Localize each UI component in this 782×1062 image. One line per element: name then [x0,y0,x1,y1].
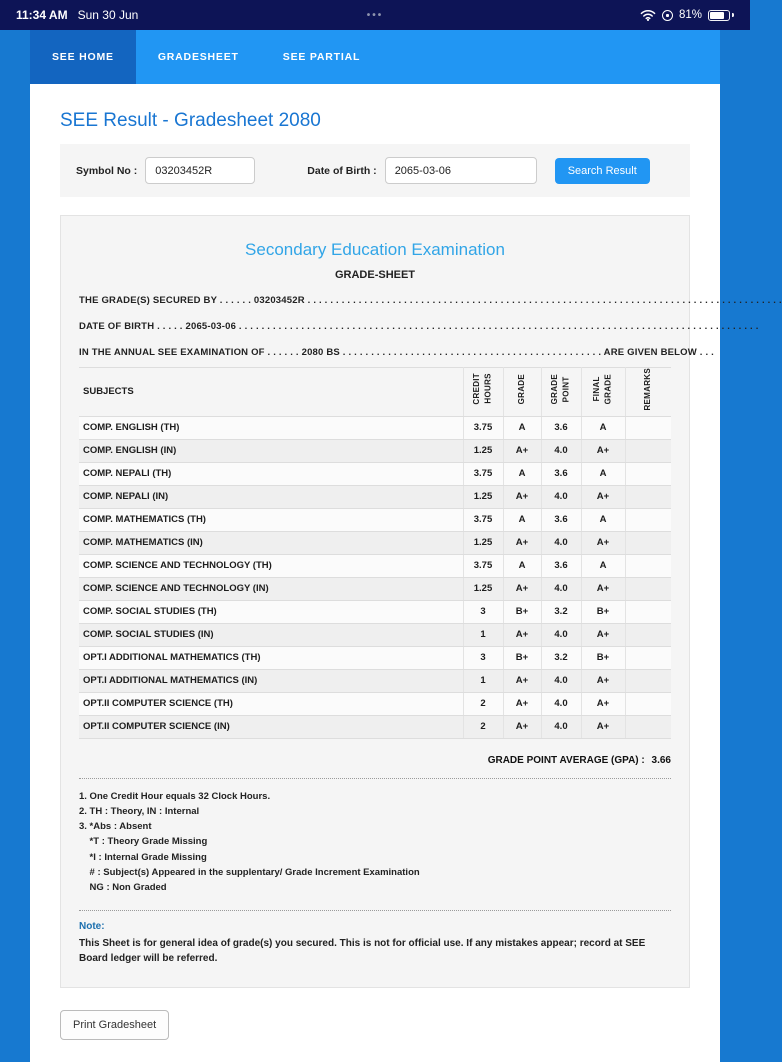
header-grade: GRADE [503,368,541,417]
point-cell: 3.6 [541,416,581,439]
page-background [0,30,782,1031]
dob-input[interactable] [385,157,537,184]
subject-cell: COMP. NEPALI (TH) [79,462,463,485]
point-cell: 4.0 [541,439,581,462]
legend-line: # : Subject(s) Appeared in the supplentary/ Grade Increment Examination [79,867,420,879]
subject-cell: COMP. NEPALI (IN) [79,485,463,508]
point-cell: 4.0 [541,485,581,508]
final-grade-cell: A+ [581,623,625,646]
grade-cell: A+ [503,485,541,508]
final-grade-cell: A+ [581,577,625,600]
remarks-cell [625,416,671,439]
credit-cell: 1.25 [463,577,503,600]
nav-tab-see-home[interactable]: SEE HOME [30,30,136,84]
table-row [79,715,671,738]
orientation-lock-icon [662,10,673,21]
remarks-cell [625,531,671,554]
table-row [79,600,671,623]
table-row [79,646,671,669]
gpa-value: 3.66 [651,754,671,766]
point-cell: 3.6 [541,462,581,485]
final-grade-cell: B+ [581,646,625,669]
final-grade-cell: A [581,416,625,439]
page-title: SEE Result - Gradesheet 2080 [60,110,321,131]
grade-cell: A+ [503,715,541,738]
final-grade-cell: A+ [581,485,625,508]
header-final-grade: FINAL GRADE [581,368,625,417]
legend-line: 2. TH : Theory, IN : Internal [79,805,200,817]
legend-line: *I : Internal Grade Missing [79,851,207,863]
point-cell: 4.0 [541,692,581,715]
gpa-line [79,755,671,766]
final-grade-cell: A+ [581,439,625,462]
credit-cell: 2 [463,692,503,715]
remarks-cell [625,715,671,738]
table-row [79,577,671,600]
final-grade-cell: B+ [581,600,625,623]
remarks-cell [625,508,671,531]
table-row [79,669,671,692]
point-cell: 4.0 [541,531,581,554]
search-result-button[interactable]: Search Result [555,158,650,184]
point-cell: 4.0 [541,577,581,600]
table-row [79,485,671,508]
table-row [79,531,671,554]
remarks-cell [625,600,671,623]
subject-cell: COMP. MATHEMATICS (TH) [79,508,463,531]
credit-cell: 1.25 [463,439,503,462]
credit-cell: 3.75 [463,416,503,439]
remarks-cell [625,623,671,646]
grade-cell: A [503,416,541,439]
subject-cell: COMP. ENGLISH (TH) [79,416,463,439]
header-credit-hours: CREDIT HOURS [463,368,503,417]
point-cell: 3.6 [541,508,581,531]
note-label: Note: [79,920,105,932]
point-cell: 3.6 [541,554,581,577]
table-row [79,462,671,485]
grade-cell: A+ [503,439,541,462]
intro-lines [79,295,782,359]
final-grade-cell: A+ [581,715,625,738]
battery-icon [708,10,730,21]
credit-cell: 2 [463,715,503,738]
legend-notes [79,789,671,896]
remarks-cell [625,577,671,600]
final-grade-cell: A [581,462,625,485]
subject-cell: COMP. ENGLISH (IN) [79,439,463,462]
grade-cell: A+ [503,577,541,600]
point-cell: 4.0 [541,715,581,738]
credit-cell: 3.75 [463,462,503,485]
print-gradesheet-button[interactable]: Print Gradesheet [60,1010,169,1040]
table-row [79,692,671,715]
subject-cell: OPT.I ADDITIONAL MATHEMATICS (IN) [79,669,463,692]
remarks-cell [625,485,671,508]
subject-cell: OPT.I ADDITIONAL MATHEMATICS (TH) [79,646,463,669]
table-row [79,554,671,577]
intro-line: DATE OF BIRTH . . . . . 2065-03-06 . . . . . . . . . . . . . . . . . . . . . . . . . . . . . . . . . . . . . . . . . . . . . . . . . . . . . . . . . . . . . . . . . . . . . . . . . . . . . . . . . . . . . . . . . . . . [79,321,759,332]
grade-cell: A [503,462,541,485]
dotted-divider [79,778,671,779]
content-card [30,30,782,1062]
legend-line: *T : Theory Grade Missing [79,836,208,848]
credit-cell: 1 [463,669,503,692]
grade-cell: A [503,508,541,531]
remarks-cell [625,462,671,485]
table-row [79,623,671,646]
legend-line: 3. *Abs : Absent [79,821,152,833]
point-cell: 4.0 [541,669,581,692]
header-remarks: REMARKS [625,368,671,417]
intro-line: THE GRADE(S) SECURED BY . . . . . . 03203452R . . . . . . . . . . . . . . . . . . . . . . . . . . . . . . . . . . . . . . . . . . . . . . . . . . . . . . . . . . . . . . . . . . . . . . . . . . . . . . . . . . . . [79,295,782,306]
subject-cell: COMP. SCIENCE AND TECHNOLOGY (IN) [79,577,463,600]
credit-cell: 1.25 [463,485,503,508]
battery-tip [732,13,734,17]
grade-cell: A+ [503,669,541,692]
gpa-label: GRADE POINT AVERAGE (GPA) : [487,754,645,766]
table-row [79,508,671,531]
final-grade-cell: A+ [581,692,625,715]
legend-line: 1. One Credit Hour equals 32 Clock Hours. [79,790,271,802]
search-form [60,144,690,197]
final-grade-cell: A [581,554,625,577]
credit-cell: 3 [463,646,503,669]
remarks-cell [625,554,671,577]
sheet-title: GRADE-SHEET [334,269,416,281]
grades-table [79,367,671,739]
point-cell: 4.0 [541,623,581,646]
credit-cell: 3.75 [463,508,503,531]
subject-cell: OPT.II COMPUTER SCIENCE (IN) [79,715,463,738]
note-text: This Sheet is for general idea of grade(s) you secured. This is not for official use. If any mistakes appear; record at SEE Board ledger will be referred. [79,937,646,965]
header-grade-point: GRADE POINT [541,368,581,417]
wifi-icon [640,9,656,21]
credit-cell: 3 [463,600,503,623]
top-navbar [30,30,720,84]
exam-title: Secondary Education Examination [245,240,505,259]
grade-cell: B+ [503,600,541,623]
symbol-no-input[interactable] [145,157,255,184]
remarks-cell [625,692,671,715]
header-subjects: SUBJECTS [79,368,463,417]
final-grade-cell: A [581,508,625,531]
final-grade-cell: A+ [581,669,625,692]
multitasking-dots: ••• [366,9,384,21]
symbol-no-label: Symbol No : [76,164,138,177]
grade-cell: A+ [503,623,541,646]
table-header-row [79,368,671,417]
remarks-cell [625,669,671,692]
subject-cell: COMP. SOCIAL STUDIES (TH) [79,600,463,623]
dob-label: Date of Birth : [307,164,377,177]
grade-cell: A+ [503,692,541,715]
subject-cell: COMP. SCIENCE AND TECHNOLOGY (TH) [79,554,463,577]
dotted-divider [79,910,671,911]
table-row [79,439,671,462]
grade-cell: A+ [503,531,541,554]
intro-line: IN THE ANNUAL SEE EXAMINATION OF . . . . . . 2080 BS . . . . . . . . . . . . . . . . . . . . . . . . . . . . . . . . . . . . . . . . . . . . . . ARE GIVEN BELOW . . . [79,347,714,358]
credit-cell: 1.25 [463,531,503,554]
grade-cell: B+ [503,646,541,669]
grade-cell: A [503,554,541,577]
nav-tab-gradesheet[interactable]: GRADESHEET [157,51,239,63]
status-bar [0,0,750,30]
subject-cell: COMP. SOCIAL STUDIES (IN) [79,623,463,646]
point-cell: 3.2 [541,600,581,623]
nav-tab-see-partial[interactable]: SEE PARTIAL [282,51,361,63]
final-grade-cell: A+ [581,531,625,554]
table-row [79,416,671,439]
battery-percent: 81% [678,9,702,21]
gradesheet-panel [60,215,782,988]
remarks-cell [625,646,671,669]
remarks-cell [625,439,671,462]
subject-cell: COMP. MATHEMATICS (IN) [79,531,463,554]
clock-time: 11:34 AM [16,8,68,22]
subject-cell: OPT.II COMPUTER SCIENCE (TH) [79,692,463,715]
credit-cell: 3.75 [463,554,503,577]
status-date: Sun 30 Jun [77,8,139,22]
point-cell: 3.2 [541,646,581,669]
legend-line: NG : Non Graded [79,882,167,894]
credit-cell: 1 [463,623,503,646]
